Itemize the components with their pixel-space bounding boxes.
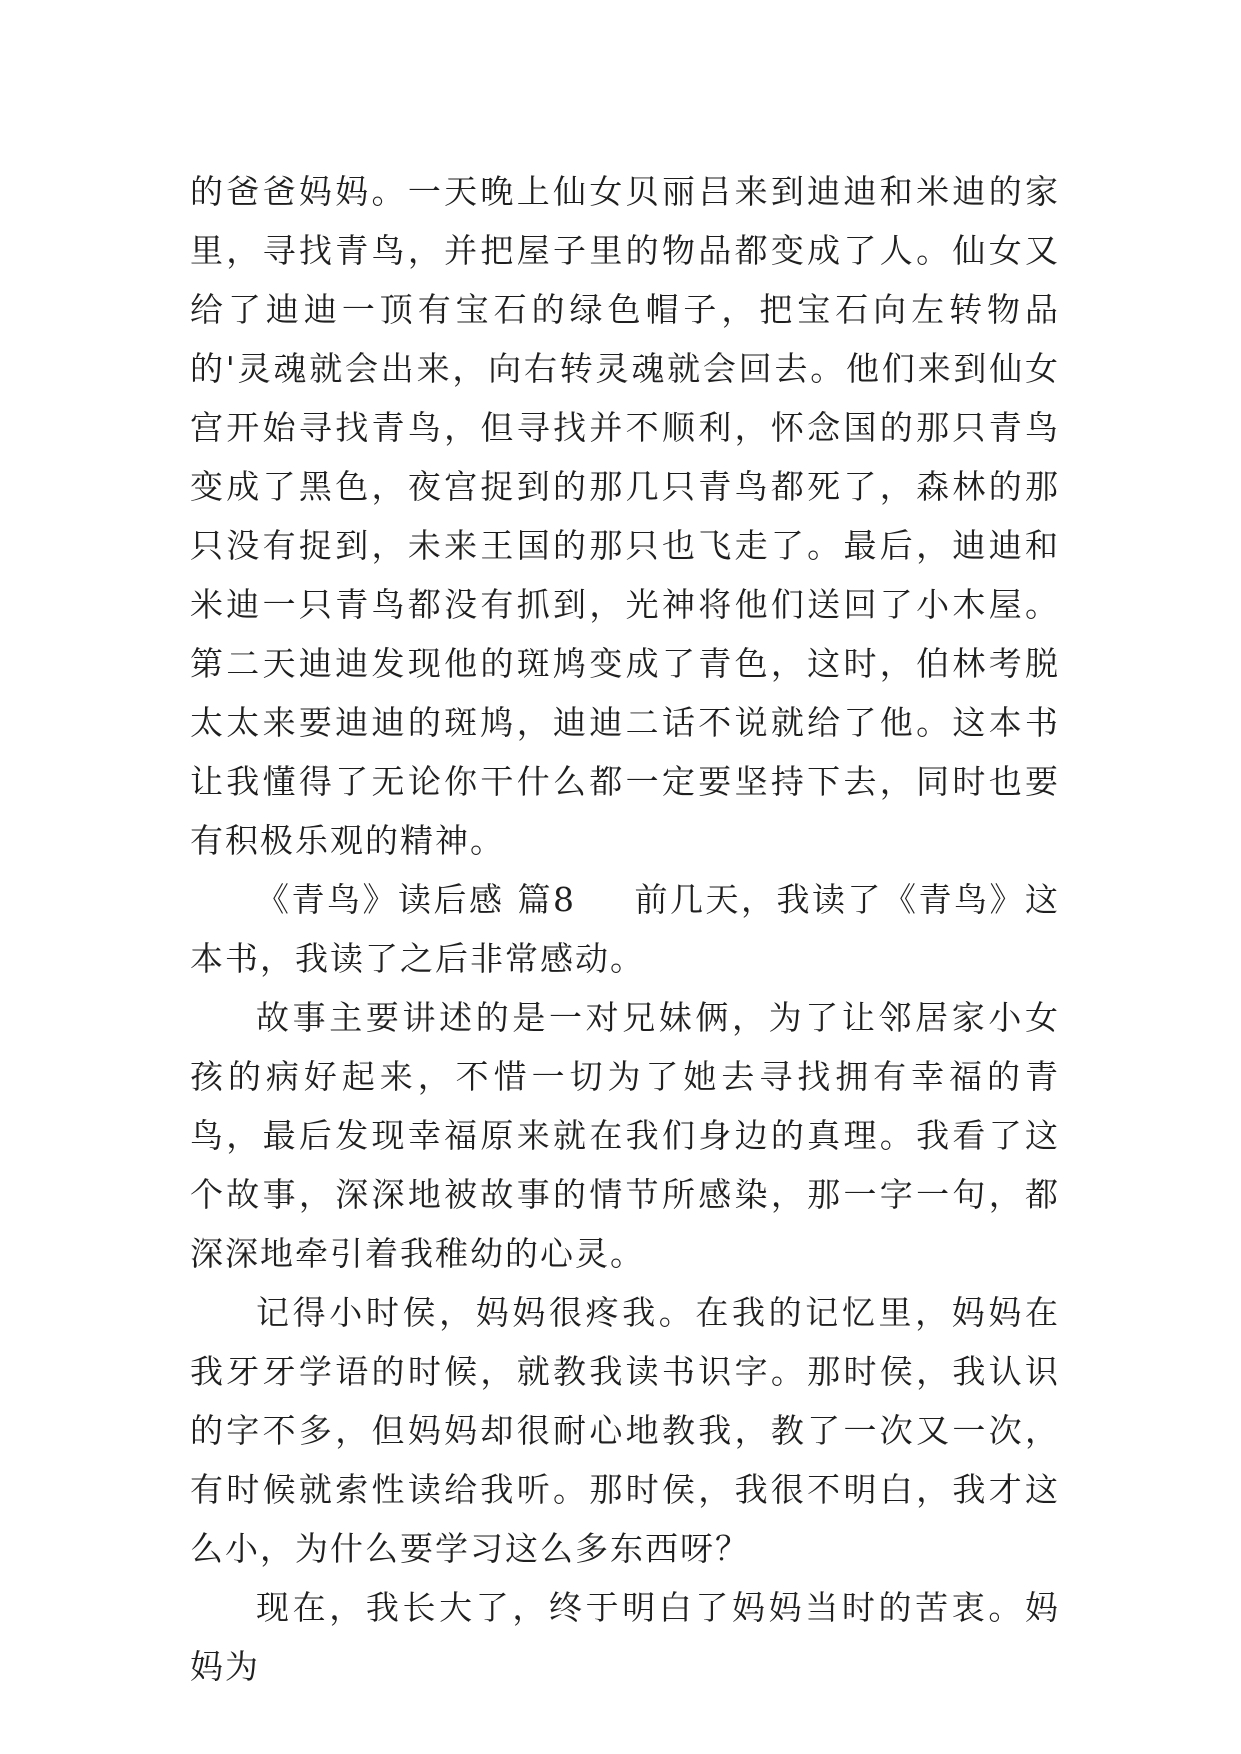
body-text [190, 162, 1060, 1696]
paragraph-story-summary: 的爸爸妈妈。一天晚上仙女贝丽吕来到迪迪和米迪的家里，寻找青鸟，并把屋子里的物品都变成了人。仙女又给了迪迪一顶有宝石的绿色帽子，把宝石向左转物品的'灵魂就会出来，向右转灵魂就会回去。他们来到仙女宫开始寻找青鸟，但寻找并不顺利，怀念国的那只青鸟变成了黑色，夜宫捉到的那几只青鸟都死了，森林的那只没有捉到，未来王国的那只也飞走了。最后，迪迪和米迪一只青鸟都没有抓到，光神将他们送回了小木屋。第二天迪迪发现他的斑鸠变成了青色，这时，伯林考脱太太来要迪迪的斑鸠，迪迪二话不说就给了他。这本书让我懂得了无论你干什么都一定要坚持下去，同时也要有积极乐观的精神。 [190, 172, 1060, 860]
essay-intro-text: 前几天，我读了《青鸟》这本书，我读了之后非常感动。 [190, 880, 1060, 978]
paragraph-childhood-memory: 记得小时侯，妈妈很疼我。在我的记忆里，妈妈在我牙牙学语的时候，就教我读书识字。那时侯，我认识的字不多，但妈妈却很耐心地教我，教了一次又一次，有时候就索性读给我听。那时侯，我很不明白，我才这么小，为什么要学习这么多东西呀？ [190, 1293, 1060, 1568]
paragraph-now-grown: 现在，我长大了，终于明白了妈妈当时的苦衷。妈妈为 [190, 1588, 1060, 1686]
essay-title: 《青鸟》读后感 篇8 [256, 880, 576, 919]
paragraph-story-theme: 故事主要讲述的是一对兄妹俩，为了让邻居家小女孩的病好起来，不惜一切为了她去寻找拥有幸福的青鸟，最后发现幸福原来就在我们身边的真理。我看了这个故事，深深地被故事的情节所感染，那一字一句，都深深地牵引着我稚幼的心灵。 [190, 998, 1060, 1273]
paragraph-essay-8-intro [190, 870, 1060, 988]
